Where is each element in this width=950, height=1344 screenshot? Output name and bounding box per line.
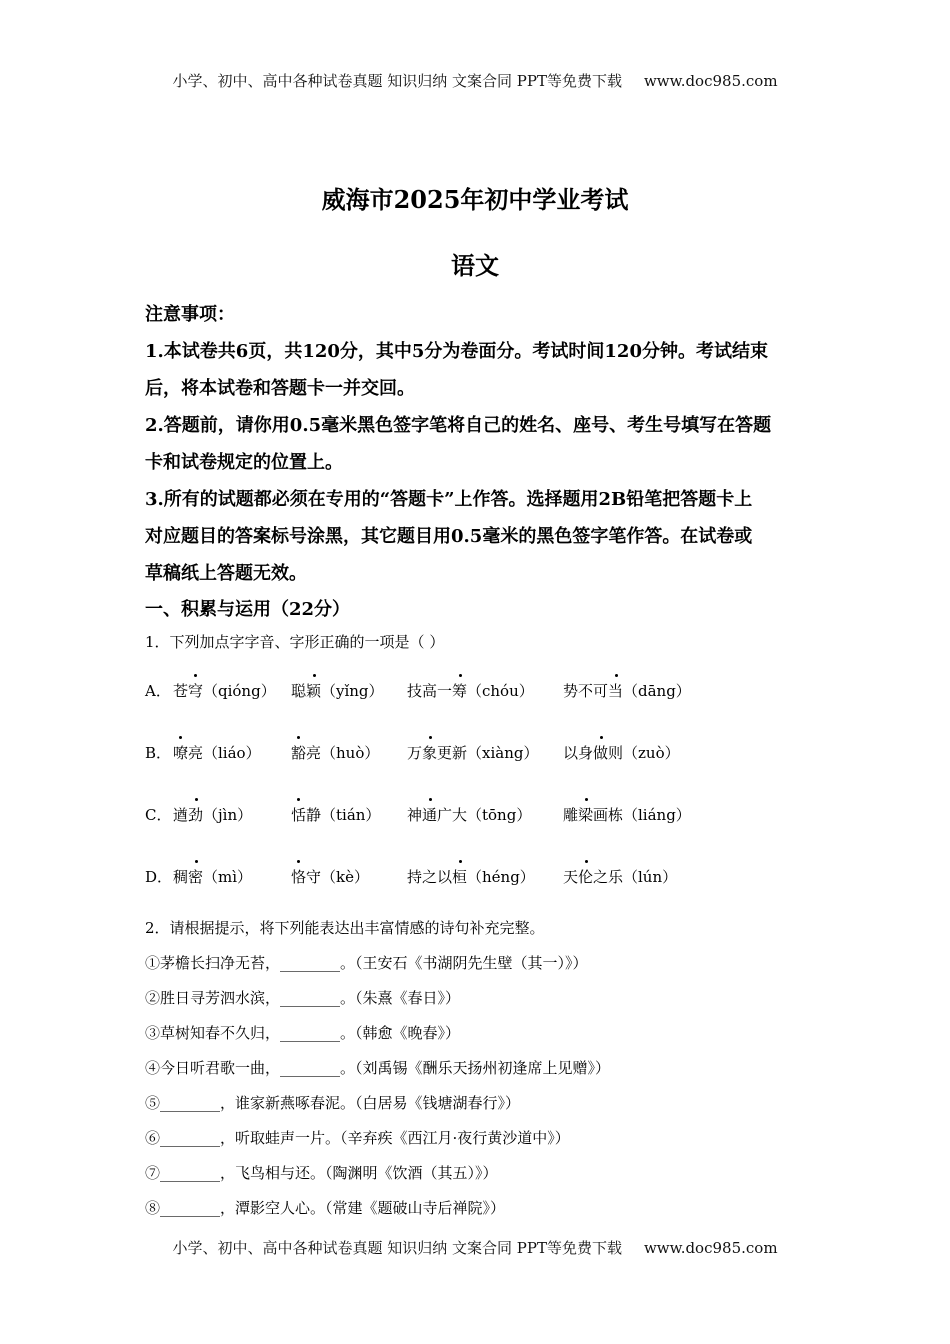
option-item: 恪守（kè）	[291, 866, 369, 887]
option-item: 持之以桓（héng）	[407, 866, 535, 887]
notice-line: 3.所有的试题都必须在专用的“答题卡”上作答。选择题用2B铅笔把答题卡上	[145, 489, 753, 510]
header-site: www.doc985.com	[643, 72, 778, 90]
option-item: 万象更新（xiàng）	[407, 742, 538, 763]
section-heading: 一、积累与运用（22分）	[145, 599, 351, 620]
notice-line: 1.本试卷共6页，共120分，其中5分为卷面分。考试时间120分钟。考试结束	[145, 341, 768, 362]
notice-line: 草稿纸上答题无效。	[145, 563, 307, 584]
option-item: 苍穹（qióng）	[173, 680, 276, 701]
exam-subject: 语文	[451, 251, 499, 280]
emphasis-dot	[585, 798, 588, 801]
option-item: 天伦之乐（lún）	[563, 866, 677, 887]
emphasis-dot	[585, 860, 588, 863]
option-item: 嘹亮（liáo）	[173, 742, 261, 763]
poem-line: ①茅檐长扫净无苔，________。（王安石《书湖阴先生壁（其一）》）	[145, 954, 588, 972]
poem-line: ③草树知春不久归，________。（韩愈《晚春》）	[145, 1024, 461, 1042]
option-item: 恬静（tián）	[291, 804, 380, 825]
option-letter: A．	[145, 682, 171, 700]
emphasis-dot	[179, 736, 182, 739]
poem-line: ⑥________，听取蛙声一片。（辛弃疾《西江月·夜行黄沙道中》）	[145, 1129, 570, 1147]
poem-line: ④今日听君歌一曲，________。（刘禹锡《酬乐天扬州初逢席上见赠》）	[145, 1059, 611, 1077]
emphasis-dot	[297, 860, 300, 863]
option-item: 以身做则（zuò）	[563, 742, 680, 763]
notice-line: 2.答题前，请你用0.5毫米黑色签字笔将自己的姓名、座号、考生号填写在答题	[145, 415, 772, 436]
emphasis-dot	[600, 736, 603, 739]
emphasis-dot	[429, 736, 432, 739]
notice-line: 后，将本试卷和答题卡一并交回。	[145, 378, 415, 399]
emphasis-dot	[615, 674, 618, 677]
page-header	[0, 70, 950, 91]
option-letter: D．	[145, 868, 173, 886]
emphasis-dot	[459, 674, 462, 677]
option-letter: C．	[145, 806, 172, 824]
option-item: 豁亮（huò）	[291, 742, 379, 763]
option-item: 遒劲（jìn）	[173, 804, 252, 825]
emphasis-dot	[313, 674, 316, 677]
poem-line: ⑤________，谁家新燕啄春泥。（白居易《钱塘湖春行》）	[145, 1094, 521, 1112]
footer-site: www.doc985.com	[643, 1239, 778, 1257]
emphasis-dot	[195, 798, 198, 801]
emphasis-dot	[195, 860, 198, 863]
exam-title: 威海市2025年初中学业考试	[321, 185, 629, 214]
question-2-stem: 2．请根据提示，将下列能表达出丰富情感的诗句补充完整。	[145, 919, 545, 937]
poem-line: ⑧________，潭影空人心。（常建《题破山寺后禅院》）	[145, 1199, 506, 1217]
notice-line: 卡和试卷规定的位置上。	[145, 452, 343, 473]
header-text: 小学、初中、高中各种试卷真题 知识归纳 文案合同 PPT等免费下载	[172, 72, 622, 90]
emphasis-dot	[459, 860, 462, 863]
emphasis-dot	[297, 736, 300, 739]
option-item: 雕梁画栋（liáng）	[563, 804, 691, 825]
emphasis-dot	[429, 798, 432, 801]
notice-line: 对应题目的答案标号涂黑，其它题目用0.5毫米的黑色签字笔作答。在试卷或	[145, 526, 753, 547]
option-item: 势不可当（dāng）	[563, 680, 691, 701]
poem-line: ②胜日寻芳泗水滨，________。（朱熹《春日》）	[145, 989, 461, 1007]
page-footer	[0, 1237, 950, 1258]
emphasis-dot	[297, 798, 300, 801]
question-1-stem: 1．下列加点字字音、字形正确的一项是（ ）	[145, 633, 445, 651]
emphasis-dot	[194, 674, 197, 677]
option-letter: B．	[145, 744, 172, 762]
footer-text: 小学、初中、高中各种试卷真题 知识归纳 文案合同 PPT等免费下载	[172, 1239, 622, 1257]
poem-line: ⑦________，飞鸟相与还。（陶渊明《饮酒（其五）》）	[145, 1164, 498, 1182]
option-item: 神通广大（tōng）	[407, 804, 531, 825]
notice-heading: 注意事项：	[145, 304, 235, 325]
option-item: 聪颖（yǐng）	[291, 680, 384, 701]
option-item: 技高一筹（chóu）	[407, 680, 534, 701]
option-item: 稠密（mì）	[173, 866, 252, 887]
